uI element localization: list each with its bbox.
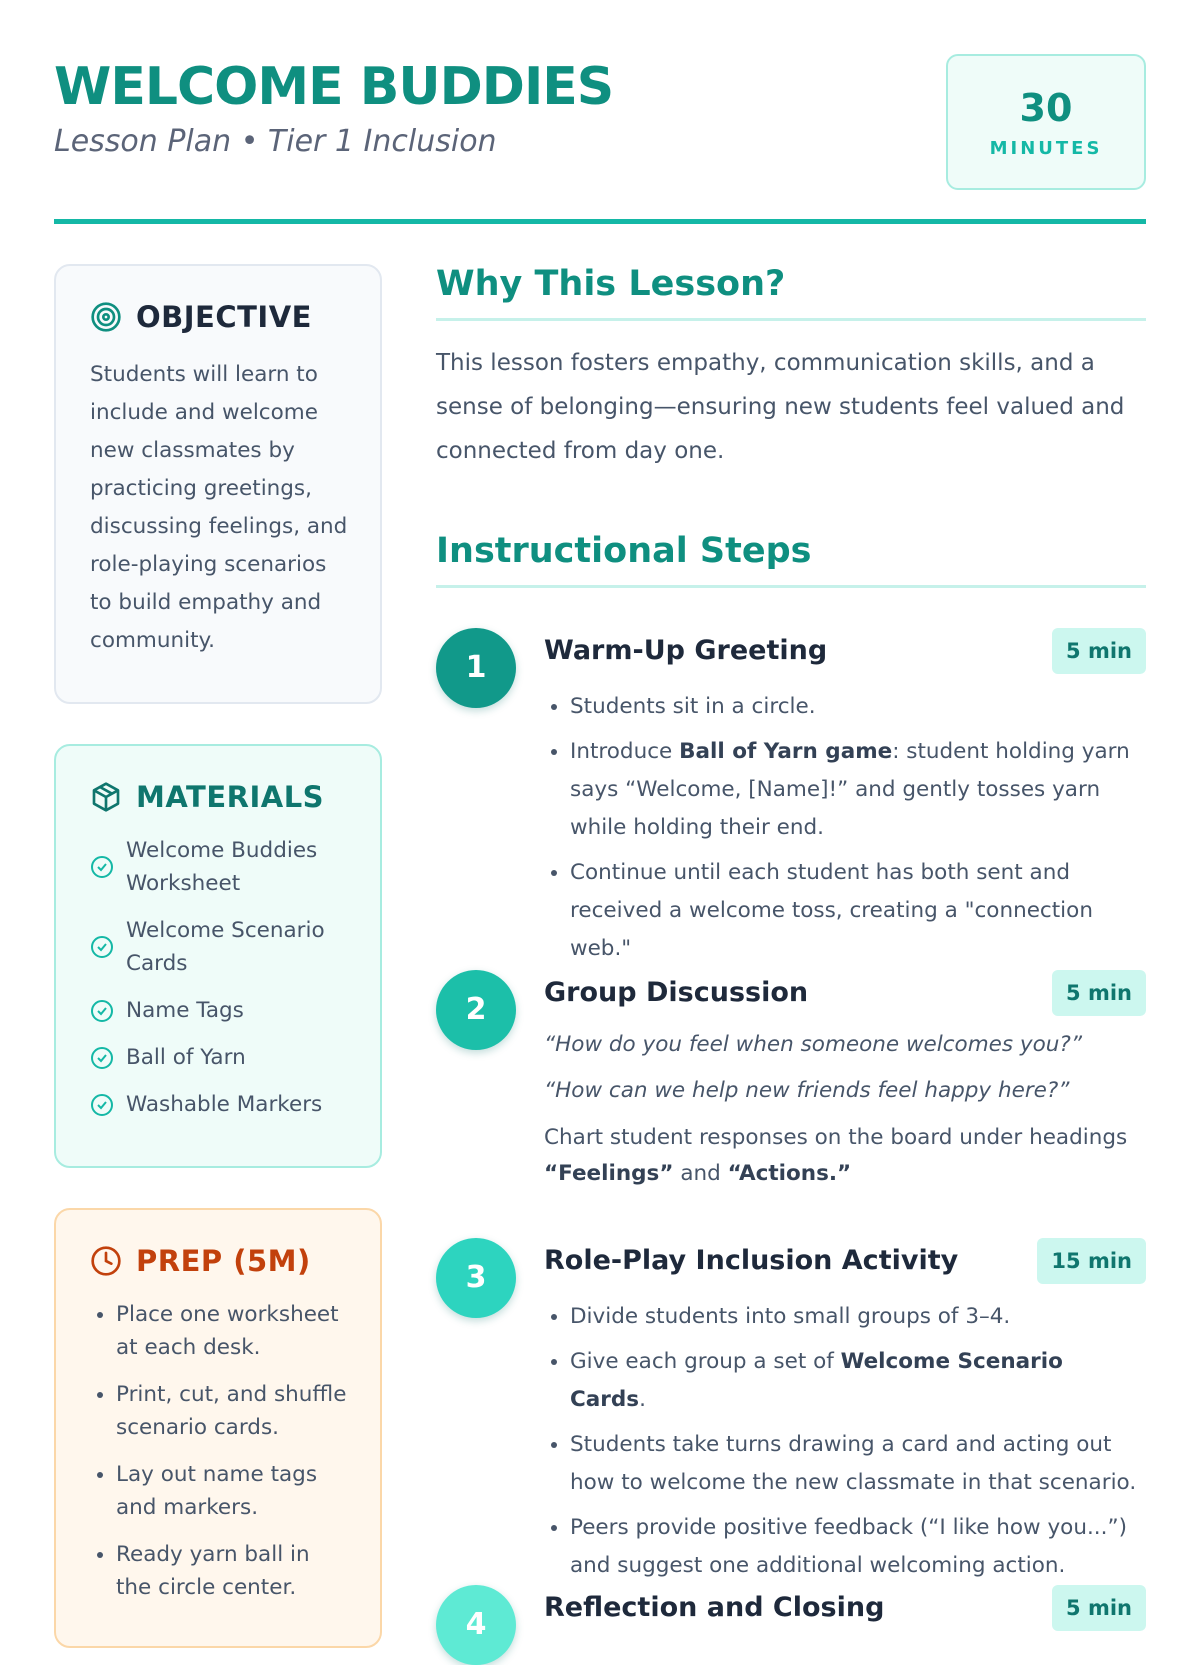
step-title: Role-Play Inclusion Activity xyxy=(544,1245,959,1276)
page-header xyxy=(54,54,1146,224)
discussion-question: “How do you feel when someone welcomes you?” xyxy=(544,1032,1082,1057)
step-number-badge: 2 xyxy=(436,970,516,1050)
step-body xyxy=(544,628,1146,975)
check-circle-icon xyxy=(90,1046,114,1070)
prep-list xyxy=(90,1298,348,1604)
step-time-badge: 5 min xyxy=(1052,1585,1146,1631)
page-title: WELCOME BUDDIES xyxy=(54,57,614,117)
step-list xyxy=(544,1298,1146,1585)
step-body xyxy=(544,1238,1146,1592)
check-circle-icon xyxy=(90,935,114,959)
discussion-question: “How can we help new friends feel happy here?” xyxy=(544,1078,1070,1103)
materials-title: MATERIALS xyxy=(136,780,325,814)
duration-unit: MINUTES xyxy=(989,138,1103,159)
list-item: • Lay out name tags and markers. xyxy=(116,1458,348,1524)
list-item xyxy=(90,1088,348,1121)
step-body xyxy=(544,1585,1146,1631)
objective-title: OBJECTIVE xyxy=(136,300,312,334)
prep-title: PREP (5M) xyxy=(136,1244,311,1278)
materials-card xyxy=(54,744,382,1168)
step-title: Reflection and Closing xyxy=(544,1592,885,1623)
list-item: • Introduce Ball of Yarn game: student holding yarn says “Welcome, [Name]!” and gently tosses yarn while holding their end. xyxy=(570,733,1146,847)
step-time-badge: 15 min xyxy=(1037,1238,1146,1284)
list-item: • Print, cut, and shuffle scenario cards. xyxy=(116,1378,348,1444)
material-label: Name Tags xyxy=(126,998,244,1023)
list-item xyxy=(90,834,348,900)
duration-value: 30 xyxy=(1019,86,1073,130)
list-item: • Students sit in a circle. xyxy=(570,688,1146,726)
chart-instruction: Chart student responses on the board under headings “Feelings” and “Actions.” xyxy=(544,1125,1128,1186)
materials-header xyxy=(90,780,348,814)
objective-card xyxy=(54,264,382,704)
list-item: • Give each group a set of Welcome Scenario Cards. xyxy=(570,1343,1146,1419)
page-subtitle: Lesson Plan • Tier 1 Inclusion xyxy=(54,124,497,159)
check-circle-icon xyxy=(90,999,114,1023)
material-label: Welcome Buddies Worksheet xyxy=(126,838,318,896)
step-body xyxy=(544,970,1146,1192)
check-circle-icon xyxy=(90,855,114,879)
list-item: • Divide students into small groups of 3–4. xyxy=(570,1298,1146,1336)
material-label: Welcome Scenario Cards xyxy=(126,918,325,976)
objective-header xyxy=(90,300,348,334)
step-title: Warm-Up Greeting xyxy=(544,635,828,666)
check-circle-icon xyxy=(90,1093,114,1117)
duration-badge xyxy=(946,54,1146,190)
step-title: Group Discussion xyxy=(544,977,809,1008)
list-item: • Students take turns drawing a card and acting out how to welcome the new classmate in that scenario. xyxy=(570,1426,1146,1502)
prep-card xyxy=(54,1208,382,1648)
step-number-badge: 3 xyxy=(436,1238,516,1318)
material-label: Washable Markers xyxy=(126,1092,323,1117)
list-item: • Ready yarn ball in the circle center. xyxy=(116,1538,348,1604)
list-item: • Place one worksheet at each desk. xyxy=(116,1298,348,1364)
prep-header xyxy=(90,1244,348,1278)
why-text: This lesson fosters empathy, communication skills, and a sense of belonging—ensuring new students feel valued and connected from day one. xyxy=(436,350,1125,464)
materials-list xyxy=(90,834,348,1121)
step-number-badge: 1 xyxy=(436,628,516,708)
main-content xyxy=(436,264,1146,588)
list-item xyxy=(90,1041,348,1074)
target-icon xyxy=(90,301,122,333)
box-icon xyxy=(90,781,122,813)
list-item: • Peers provide positive feedback (“I like how you...”) and suggest one additional welcoming action. xyxy=(570,1509,1146,1585)
step-time-badge: 5 min xyxy=(1052,628,1146,674)
step-time-badge: 5 min xyxy=(1052,970,1146,1016)
steps-heading: Instructional Steps xyxy=(436,531,1146,588)
objective-text: Students will learn to include and welcome new classmates by practicing greetings, discussing feelings, and role-playing scenarios to build empathy and community. xyxy=(90,362,348,653)
material-label: Ball of Yarn xyxy=(126,1045,246,1070)
step-list xyxy=(544,688,1146,968)
list-item: • Continue until each student has both sent and received a welcome toss, creating a "connection web." xyxy=(570,854,1146,968)
clock-icon xyxy=(90,1245,122,1277)
why-heading: Why This Lesson? xyxy=(436,264,1146,321)
step-number-badge: 4 xyxy=(436,1585,516,1665)
list-item xyxy=(90,994,348,1027)
list-item xyxy=(90,914,348,980)
